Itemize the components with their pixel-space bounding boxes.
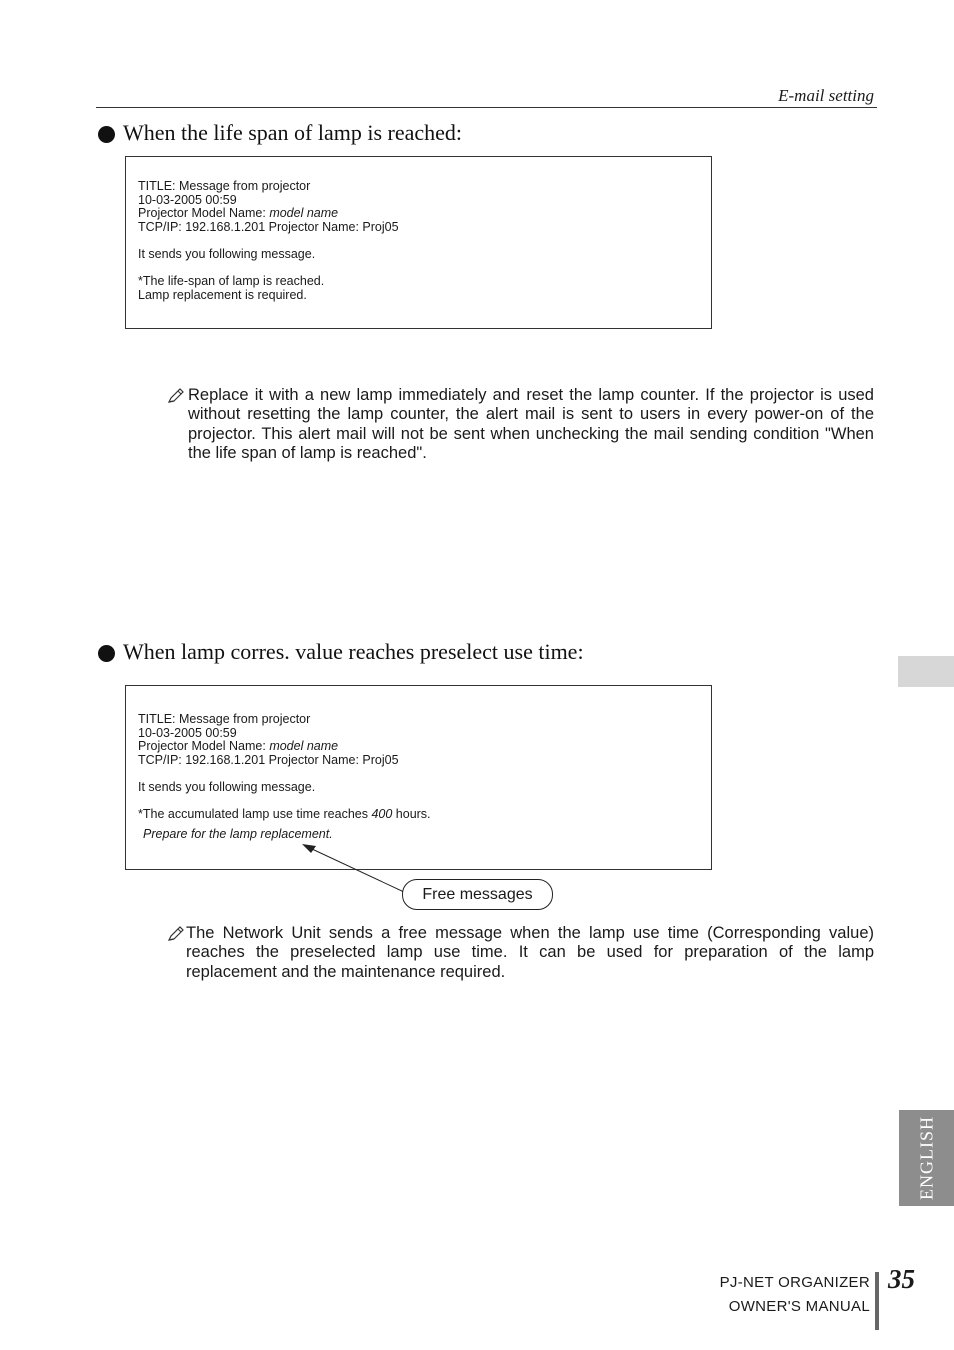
note-lamp-life: Replace it with a new lamp immediately and reset the lamp counter. If the projector is used without resetting the lamp counter, the alert mail is sent to users in every power-on of the projector. This alert mail will not be sent when unchecking the mail sending condition "When the life span of lamp is reached".: [188, 386, 874, 463]
mail-intro-line: It sends you following message.: [138, 246, 316, 261]
mail-sample-lamp-life: [125, 156, 712, 329]
running-header-title: E-mail setting: [778, 86, 874, 105]
callout-free-messages: Free messages: [402, 879, 553, 910]
mail-tcp-line: TCP/IP: 192.168.1.201 Projector Name: Proj05: [138, 219, 399, 234]
pencil-memo-icon: [166, 924, 186, 944]
mail-model-line: [138, 740, 699, 754]
mail-title-line: TITLE: Message from projector: [138, 179, 311, 193]
bullet-icon: [98, 645, 115, 662]
mail-model-value: model name: [269, 206, 339, 221]
note-preselect-time: The Network Unit sends a free message when the lamp use time (Corresponding value) reaches the preselected lamp use time. It can be used for preparation of the lamp replacement and the maintenance required.: [186, 924, 874, 981]
mail-message-suffix: hours.: [392, 807, 431, 822]
mail-model-value: model name: [269, 739, 339, 754]
header-rule: [96, 107, 877, 108]
mail-free-message: Prepare for the lamp replacement.: [143, 826, 333, 841]
side-tab-language: [899, 1110, 954, 1206]
mail-message-prefix: *The accumulated lamp use time reaches: [138, 807, 372, 822]
footer-divider: [875, 1272, 879, 1330]
footer-manual-name: OWNER'S MANUAL: [728, 1298, 870, 1315]
mail-model-line: [138, 207, 699, 221]
section-heading-lamp-life: [98, 120, 462, 146]
mail-title-line: TITLE: Message from projector: [138, 712, 311, 726]
section-heading-preselect-time: [98, 639, 584, 665]
mail-message-hours: 400: [371, 807, 393, 822]
side-tab-language-label: ENGLISH: [916, 1116, 936, 1200]
mail-date-line: 10-03-2005 00:59: [138, 725, 237, 740]
mail-intro-line: It sends you following message.: [138, 779, 316, 794]
page-number: 35: [888, 1264, 915, 1294]
section-heading-text: When lamp corres. value reaches preselect use time:: [123, 639, 584, 664]
mail-model-label: Projector Model Name:: [138, 206, 270, 221]
mail-message-line: [138, 808, 699, 822]
pencil-memo-icon: [166, 386, 186, 406]
mail-tcp-line: TCP/IP: 192.168.1.201 Projector Name: Proj05: [138, 752, 399, 767]
mail-model-label: Projector Model Name:: [138, 739, 270, 754]
mail-message-line-1: *The life-span of lamp is reached.: [138, 274, 325, 289]
mail-date-line: 10-03-2005 00:59: [138, 192, 237, 207]
bullet-icon: [98, 126, 115, 143]
mail-sample-preselect-time: [125, 685, 712, 870]
footer-product-name: PJ-NET ORGANIZER: [719, 1274, 870, 1291]
side-tab-marker: [898, 656, 954, 687]
section-heading-text: When the life span of lamp is reached:: [123, 120, 463, 145]
mail-message-line-2: Lamp replacement is required.: [138, 287, 307, 302]
